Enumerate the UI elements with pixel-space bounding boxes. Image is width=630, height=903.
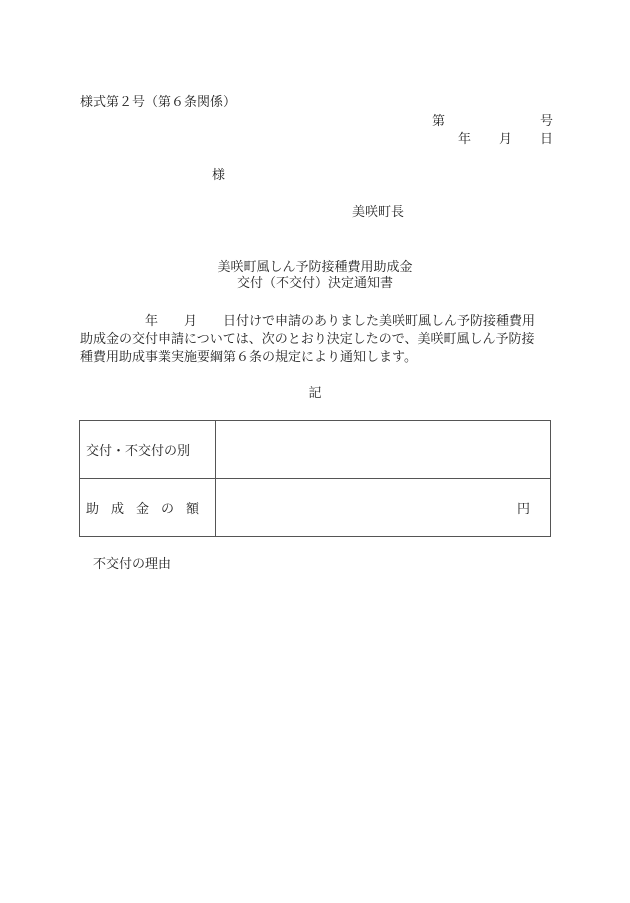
document-title-line2: 交付（不交付）決定通知書 [236, 276, 393, 291]
addressee-suffix: 様 [212, 168, 226, 183]
decision-table [79, 420, 551, 537]
body-text [80, 313, 555, 367]
issuer: 美咲町長 [352, 205, 405, 220]
date-day: 日 [540, 132, 554, 147]
date-month: 月 [499, 132, 513, 147]
date-year: 年 [458, 132, 472, 147]
table-row [80, 479, 551, 537]
body-line: 年 月 日付けで申請のありました美咲町風しん予防接種費用 [80, 314, 536, 329]
ki-heading: 記 [308, 386, 322, 401]
form-number: 様式第２号（第６条関係） [80, 95, 237, 110]
body-line: 助成金の交付申請については、次のとおり決定したので、美咲町風しん予防接 [80, 332, 535, 347]
row-value-amount[interactable]: 円 [216, 479, 551, 537]
reason-label: 不交付の理由 [93, 557, 172, 572]
body-line: 種費用助成事業実施要綱第６条の規定により通知します。 [80, 350, 417, 365]
document-title-line1: 美咲町風しん予防接種費用助成金 [217, 260, 413, 275]
row-label-grant-type: 交付・不交付の別 [80, 421, 216, 479]
doc-number-suffix: 号 [540, 114, 554, 129]
row-value-grant-type[interactable] [216, 421, 551, 479]
doc-number-prefix: 第 [432, 114, 446, 129]
row-label-amount: 助成金の額 [80, 479, 216, 537]
table-row [80, 421, 551, 479]
